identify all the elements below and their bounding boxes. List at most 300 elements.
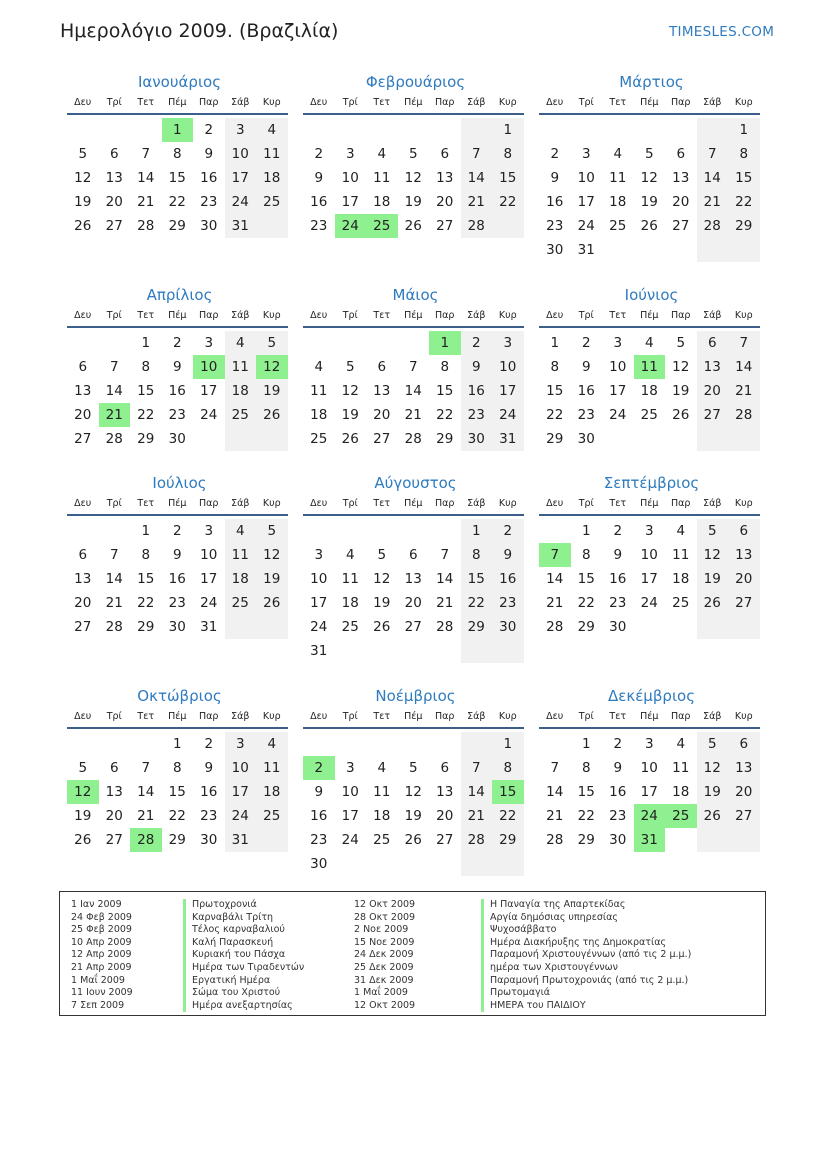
day-cell: 5: [644, 146, 654, 162]
day-cell: 19: [697, 567, 729, 591]
day-cell: 31: [225, 214, 257, 238]
empty-cell: [697, 427, 729, 451]
empty-cell: [429, 639, 461, 663]
day-cell: 31: [200, 619, 218, 635]
empty-cell: [429, 118, 461, 142]
weekday-label: Τετ: [609, 97, 627, 108]
weekday-label: Τρί: [106, 498, 122, 509]
day-cell: 14: [697, 166, 729, 190]
month-block: [539, 686, 760, 852]
empty-cell: [461, 639, 493, 663]
weekday-label: Παρ: [671, 97, 691, 108]
legend-holiday-name: Ημέρα Διακήρυξης της Δημοκρατίας: [490, 936, 667, 948]
day-cell: 7: [109, 359, 119, 375]
weekday-label: Παρ: [199, 498, 219, 509]
day-cell: 3: [644, 736, 654, 752]
day-cell: 14: [404, 383, 422, 399]
day-cell: 26: [256, 591, 288, 615]
day-cell: 16: [609, 784, 627, 800]
day-cell: 23: [492, 591, 524, 615]
day-cell: 12: [404, 784, 422, 800]
day-cell: 20: [404, 595, 422, 611]
weekday-label: Τρί: [342, 498, 358, 509]
empty-cell: [728, 828, 760, 852]
weekday-header: [67, 709, 288, 729]
weekday-header: [303, 709, 524, 729]
day-cell: 29: [436, 431, 454, 447]
weekday-label: Δευ: [310, 498, 328, 509]
empty-cell: [634, 427, 666, 451]
day-cell: 27: [105, 218, 123, 234]
day-cell: 14: [728, 355, 760, 379]
day-cell: 11: [225, 543, 257, 567]
day-cell: 13: [74, 571, 92, 587]
weekday-label: Κυρ: [262, 711, 281, 722]
empty-cell: [303, 331, 335, 355]
day-cell: 11: [672, 760, 690, 776]
weekday-label: Κυρ: [734, 310, 753, 321]
day-cell: 17: [640, 784, 658, 800]
day-cell: 31: [225, 828, 257, 852]
month-block: [67, 473, 288, 639]
day-cell: 27: [404, 619, 422, 635]
day-cell: 9: [172, 547, 182, 563]
day-cell: 2: [204, 736, 214, 752]
day-cell: 30: [546, 242, 564, 258]
day-cell: 27: [105, 832, 123, 848]
legend-holiday-name: Σώμα του Χριστού: [192, 987, 281, 999]
day-cell: 3: [225, 732, 257, 756]
day-cell: 9: [314, 784, 324, 800]
day-cell: 20: [728, 567, 760, 591]
weekday-label: Κυρ: [498, 498, 517, 509]
day-cell: 25: [665, 804, 697, 828]
day-cell: 13: [436, 784, 454, 800]
day-cell: 19: [256, 379, 288, 403]
weekday-label: Τρί: [578, 310, 594, 321]
empty-cell: [366, 732, 398, 756]
weekday-label: Σάβ: [703, 97, 722, 108]
day-cell: 22: [728, 190, 760, 214]
day-cell: 23: [577, 407, 595, 423]
day-cell: 16: [310, 808, 328, 824]
empty-cell: [665, 118, 697, 142]
day-cell: 15: [461, 567, 493, 591]
month-name: Ιανουάριος: [137, 73, 221, 91]
weekday-label: Κυρ: [734, 97, 753, 108]
day-cell: 6: [78, 359, 88, 375]
empty-cell: [99, 732, 131, 756]
weekday-label: Δευ: [74, 310, 92, 321]
weekday-label: Κυρ: [498, 310, 517, 321]
day-cell: 2: [314, 146, 324, 162]
day-cell: 30: [168, 619, 186, 635]
empty-cell: [539, 519, 571, 543]
day-cell: 26: [74, 218, 92, 234]
weekday-label: Τετ: [137, 711, 155, 722]
weekday-label: Πέμ: [640, 498, 659, 509]
empty-cell: [67, 519, 99, 543]
day-cell: 17: [225, 780, 257, 804]
legend-holiday-name: Η Παναγία της Απαρτεκίδας: [490, 899, 626, 910]
day-cell: 6: [440, 760, 450, 776]
day-cell: 24: [609, 407, 627, 423]
day-cell: 25: [640, 407, 658, 423]
legend-date: 12 Οκτ 2009: [354, 899, 416, 910]
weekday-label: Τρί: [106, 310, 122, 321]
day-cell: 18: [341, 595, 359, 611]
day-cell: 25: [373, 832, 391, 848]
day-cell: 9: [613, 547, 623, 563]
day-cell: 6: [728, 519, 760, 543]
day-cell: 27: [728, 804, 760, 828]
day-cell: 8: [172, 146, 182, 162]
weekday-label: Τρί: [342, 711, 358, 722]
weekday-label: Πέμ: [404, 711, 423, 722]
legend-date: 7 Σεπ 2009: [71, 999, 125, 1011]
day-cell: 11: [373, 170, 391, 186]
empty-cell: [99, 519, 131, 543]
day-cell: 12: [74, 170, 92, 186]
day-cell: 25: [310, 431, 328, 447]
day-cell: 28: [137, 218, 155, 234]
day-cell: 14: [546, 784, 564, 800]
day-cell: 28: [461, 828, 493, 852]
day-cell: 14: [436, 571, 454, 587]
day-cell: 1: [581, 736, 591, 752]
empty-cell: [398, 118, 430, 142]
weekday-header: [67, 496, 288, 516]
month-block: [539, 473, 760, 639]
day-cell: 19: [256, 567, 288, 591]
weekday-label: Πέμ: [640, 711, 659, 722]
day-cell: 21: [461, 190, 493, 214]
day-cell: 7: [539, 543, 571, 567]
day-cell: 23: [609, 595, 627, 611]
empty-cell: [256, 615, 288, 639]
day-cell: 30: [310, 856, 328, 872]
day-cell: 18: [672, 571, 690, 587]
weekday-label: Κυρ: [498, 97, 517, 108]
day-cell: 10: [225, 142, 257, 166]
day-cell: 18: [310, 407, 328, 423]
weekday-label: Πέμ: [640, 97, 659, 108]
day-cell: 5: [408, 146, 418, 162]
day-cell: 17: [341, 808, 359, 824]
day-cell: 16: [461, 379, 493, 403]
empty-cell: [67, 331, 99, 355]
weekday-label: Δευ: [74, 97, 92, 108]
day-cell: 2: [461, 331, 493, 355]
day-cell: 1: [141, 335, 151, 351]
day-cell: 12: [373, 571, 391, 587]
day-cell: 6: [78, 547, 88, 563]
day-cell: 6: [440, 146, 450, 162]
legend-col2-dates: [354, 899, 415, 1012]
day-cell: 10: [193, 355, 225, 379]
weekday-label: Τρί: [106, 711, 122, 722]
day-cell: 28: [105, 431, 123, 447]
empty-cell: [335, 118, 367, 142]
day-cell: 19: [672, 383, 690, 399]
day-cell: 16: [168, 383, 186, 399]
day-cell: 5: [697, 732, 729, 756]
day-cell: 28: [436, 619, 454, 635]
empty-cell: [665, 828, 697, 852]
day-cell: 10: [341, 170, 359, 186]
day-cell: 16: [546, 194, 564, 210]
empty-cell: [398, 852, 430, 876]
empty-cell: [634, 615, 666, 639]
weekday-header: [303, 308, 524, 328]
day-cell: 17: [310, 595, 328, 611]
weekday-label: Τρί: [106, 97, 122, 108]
weekday-label: Παρ: [199, 310, 219, 321]
empty-cell: [335, 732, 367, 756]
day-cell: 17: [341, 194, 359, 210]
day-cell: 20: [74, 595, 92, 611]
day-cell: 20: [697, 379, 729, 403]
weekday-label: Τετ: [373, 97, 391, 108]
day-cell: 15: [137, 571, 155, 587]
day-cell: 8: [581, 760, 591, 776]
day-cell: 9: [461, 355, 493, 379]
day-cell: 21: [99, 403, 131, 427]
day-cell: 16: [168, 571, 186, 587]
day-cell: 14: [546, 571, 564, 587]
day-cell: 15: [728, 166, 760, 190]
weekday-label: Δευ: [310, 97, 328, 108]
day-cell: 6: [697, 331, 729, 355]
day-cell: 27: [436, 218, 454, 234]
day-cell: 19: [74, 194, 92, 210]
weekday-label: Παρ: [671, 711, 691, 722]
day-cell: 17: [200, 383, 218, 399]
day-cell: 11: [256, 142, 288, 166]
weekday-label: Τετ: [609, 310, 627, 321]
day-cell: 10: [577, 170, 595, 186]
day-cell: 5: [256, 331, 288, 355]
day-cell: 6: [109, 146, 119, 162]
day-cell: 10: [640, 547, 658, 563]
month-name: Οκτώβριος: [137, 687, 222, 705]
day-cell: 4: [225, 331, 257, 355]
day-grid: [67, 519, 288, 639]
day-cell: 15: [492, 166, 524, 190]
day-grid: [303, 519, 524, 663]
day-cell: 15: [436, 383, 454, 399]
month-name: Ιούλιος: [152, 474, 207, 492]
day-cell: 3: [204, 523, 214, 539]
legend-date: 2 Νοε 2009: [354, 924, 409, 936]
day-cell: 28: [461, 214, 493, 238]
legend-holiday-name: Παραμονή Πρωτοχρονιάς (από τις 2 μ.μ.): [490, 974, 689, 986]
weekday-label: Παρ: [199, 97, 219, 108]
day-cell: 16: [200, 170, 218, 186]
weekday-label: Σάβ: [703, 711, 722, 722]
day-cell: 22: [577, 808, 595, 824]
day-cell: 16: [492, 567, 524, 591]
day-cell: 13: [436, 170, 454, 186]
weekday-label: Σάβ: [231, 711, 250, 722]
weekday-label: Παρ: [199, 711, 219, 722]
empty-cell: [398, 519, 430, 543]
weekday-label: Τρί: [578, 711, 594, 722]
day-cell: 26: [404, 218, 422, 234]
month-name: Μάρτιος: [619, 73, 684, 91]
day-cell: 18: [225, 379, 257, 403]
weekday-label: Δευ: [546, 97, 564, 108]
day-cell: 4: [256, 118, 288, 142]
day-cell: 22: [492, 804, 524, 828]
day-cell: 14: [137, 170, 155, 186]
day-grid: [539, 519, 760, 639]
day-cell: 27: [697, 403, 729, 427]
day-cell: 24: [492, 403, 524, 427]
day-cell: 14: [105, 383, 123, 399]
day-cell: 12: [640, 170, 658, 186]
legend-date: 15 Νοε 2009: [354, 936, 415, 948]
weekday-label: Τετ: [609, 498, 627, 509]
day-cell: 17: [200, 571, 218, 587]
day-grid: [67, 732, 288, 852]
legend-holiday-name: ΗΜΕΡΑ του ΠΑΙΔΙΟΥ: [490, 999, 586, 1011]
day-cell: 4: [256, 732, 288, 756]
weekday-header: [539, 496, 760, 516]
empty-cell: [303, 118, 335, 142]
month-name: Αύγουστος: [374, 474, 457, 492]
empty-cell: [571, 118, 603, 142]
day-cell: 12: [67, 780, 99, 804]
day-cell: 12: [697, 756, 729, 780]
day-cell: 4: [613, 146, 623, 162]
day-cell: 28: [546, 832, 564, 848]
weekday-label: Σάβ: [467, 711, 486, 722]
day-cell: 26: [256, 403, 288, 427]
day-cell: 24: [200, 407, 218, 423]
day-cell: 1: [461, 519, 493, 543]
legend-date: 10 Απρ 2009: [71, 936, 132, 948]
weekday-label: Παρ: [435, 711, 455, 722]
empty-cell: [728, 615, 760, 639]
day-cell: 23: [546, 218, 564, 234]
empty-cell: [461, 852, 493, 876]
weekday-header: [539, 308, 760, 328]
legend-col2-names: [481, 899, 691, 1012]
empty-cell: [602, 427, 634, 451]
day-cell: 10: [609, 359, 627, 375]
day-cell: 5: [408, 760, 418, 776]
day-cell: 15: [137, 383, 155, 399]
weekday-label: Πέμ: [168, 498, 187, 509]
day-cell: 9: [314, 170, 324, 186]
day-cell: 29: [577, 619, 595, 635]
day-grid: [539, 331, 760, 451]
day-cell: 2: [492, 519, 524, 543]
month-name: Δεκέμβριος: [607, 687, 695, 705]
day-cell: 11: [373, 784, 391, 800]
day-cell: 7: [728, 331, 760, 355]
legend-col1-dates: [71, 899, 133, 1012]
weekday-label: Τρί: [578, 498, 594, 509]
empty-cell: [492, 852, 524, 876]
day-cell: 16: [310, 194, 328, 210]
day-cell: 26: [341, 431, 359, 447]
day-cell: 30: [609, 619, 627, 635]
weekday-label: Τετ: [137, 97, 155, 108]
empty-cell: [398, 732, 430, 756]
day-cell: 24: [225, 804, 257, 828]
day-cell: 7: [697, 142, 729, 166]
legend-holiday-name: Παραμονή Χριστουγέννων (από τις 2 μ.μ.): [490, 949, 692, 961]
day-cell: 18: [609, 194, 627, 210]
day-cell: 5: [78, 146, 88, 162]
legend-date: 12 Οκτ 2009: [354, 999, 416, 1011]
day-grid: [303, 118, 524, 238]
day-cell: 25: [366, 214, 398, 238]
day-cell: 17: [609, 383, 627, 399]
legend-holiday-name: Τέλος καρναβαλιού: [192, 924, 285, 936]
empty-cell: [429, 852, 461, 876]
day-cell: 30: [200, 832, 218, 848]
day-cell: 2: [613, 736, 623, 752]
empty-cell: [539, 118, 571, 142]
day-cell: 4: [676, 736, 686, 752]
page-title: Ημερολόγιο 2009. (Βραζιλία): [60, 20, 339, 42]
month-name: Ιούνιος: [624, 286, 679, 304]
day-cell: 20: [105, 808, 123, 824]
day-cell: 1: [172, 736, 182, 752]
day-cell: 4: [377, 146, 387, 162]
weekday-label: Σάβ: [467, 97, 486, 108]
empty-cell: [99, 331, 131, 355]
day-grid: [303, 331, 524, 451]
brand-link[interactable]: TIMESLES.COM: [669, 24, 775, 40]
day-cell: 25: [609, 218, 627, 234]
day-cell: 24: [200, 595, 218, 611]
day-cell: 7: [440, 547, 450, 563]
day-cell: 15: [577, 784, 595, 800]
day-cell: 3: [345, 146, 355, 162]
day-cell: 21: [137, 808, 155, 824]
day-cell: 11: [672, 547, 690, 563]
weekday-label: Κυρ: [262, 97, 281, 108]
day-cell: 8: [581, 547, 591, 563]
weekday-label: Δευ: [74, 498, 92, 509]
month-block: [67, 72, 288, 238]
day-cell: 25: [256, 804, 288, 828]
day-cell: 9: [550, 170, 560, 186]
day-cell: 1: [162, 118, 194, 142]
day-cell: 22: [492, 190, 524, 214]
day-cell: 29: [546, 431, 564, 447]
day-cell: 30: [200, 218, 218, 234]
day-cell: 28: [130, 828, 162, 852]
day-cell: 23: [200, 808, 218, 824]
day-cell: 13: [728, 756, 760, 780]
day-grid: [67, 331, 288, 451]
day-cell: 20: [373, 407, 391, 423]
day-cell: 26: [74, 832, 92, 848]
weekday-label: Παρ: [671, 498, 691, 509]
day-cell: 19: [697, 780, 729, 804]
weekday-label: Τρί: [342, 310, 358, 321]
day-cell: 21: [546, 595, 564, 611]
day-cell: 21: [728, 379, 760, 403]
day-cell: 10: [200, 547, 218, 563]
weekday-header: [539, 95, 760, 115]
day-cell: 7: [461, 756, 493, 780]
